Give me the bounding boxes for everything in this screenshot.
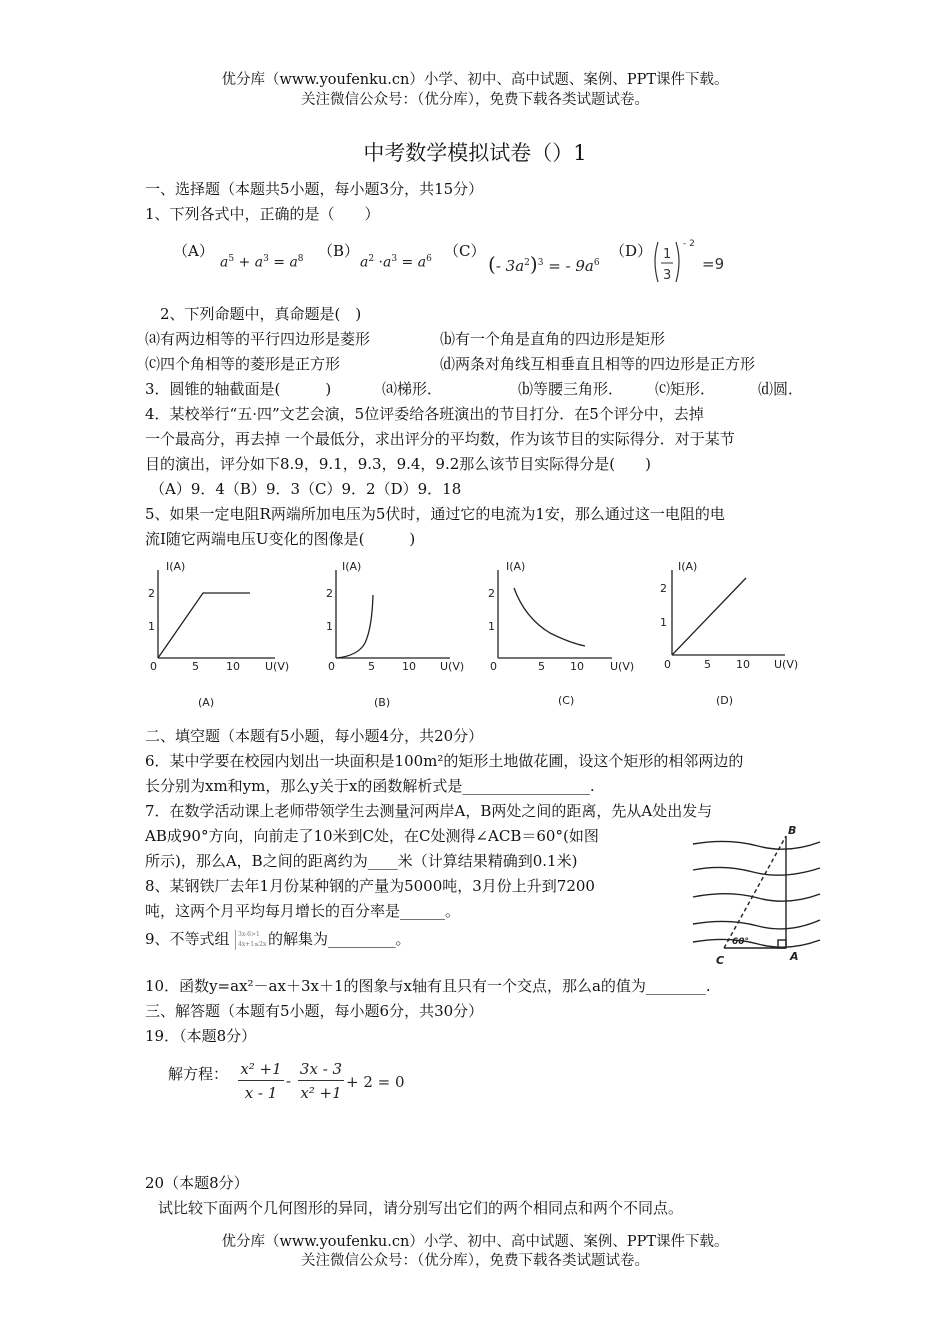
section3-heading: 三、解答题（本题有5小题，每小题6分，共30分） — [145, 1002, 484, 1020]
q1-option-b-equation: $a^2 \cdot a^3 = a^6$ — [360, 254, 432, 271]
q19-denominator-2: x² +1 — [300, 1084, 342, 1102]
q4-line-3: 目的演出，评分如下8.9，9.1，9.3，9.4，9.2那么该节目实际得分是( ) — [145, 455, 651, 473]
graph-d-tick-10: 10 — [736, 658, 750, 671]
q19-fraction-1 — [238, 1060, 284, 1102]
q7-line-3: 所示)，那么A，B之间的距离约为____米（计算结果精确到0.1米) — [145, 852, 578, 870]
q20-text: 试比较下面两个几何图形的异同，请分别写出它们的两个相同点和两个不同点。 — [158, 1199, 684, 1217]
graph-c-ylabel: I(A) — [506, 560, 526, 573]
q6-line-1: 6．某中学要在校园内划出一块面积是100m²的矩形土地做花圃，设这个矩形的相邻两边的 — [145, 752, 744, 770]
q2-option-b: ⒝有一个角是直角的四边形是矩形 — [440, 330, 666, 348]
graph-b-ylabel: I(A) — [342, 560, 362, 573]
q19-title: 19．（本题8分） — [145, 1027, 257, 1045]
graph-a-tick-0: 0 — [150, 660, 157, 673]
q5-line-2: 流I随它两端电压U变化的图像是( ) — [145, 530, 416, 548]
q20-title: 20（本题8分） — [145, 1174, 249, 1192]
graph-c-tick-2: 2 — [488, 587, 495, 600]
q4-line-1: 4．某校举行“五·四”文艺会演，5位评委给各班演出的节目打分．在5个评分中，去掉 — [145, 405, 704, 423]
q1-option-a-label: （A） — [173, 242, 214, 260]
graph-a-tick-1: 1 — [148, 620, 155, 633]
q9-prefix: 9、不等式组 — [145, 930, 230, 948]
q5-graphs — [140, 558, 830, 713]
q19-fraction-2 — [298, 1060, 344, 1102]
q1-option-d-label: （D） — [610, 242, 653, 260]
q7-river-figure — [688, 822, 823, 967]
q19-prompt: 解方程： — [168, 1065, 229, 1083]
q8-line-2: 吨，这两个月平均每月增长的百分率是______。 — [145, 902, 461, 920]
q8-line-1: 8、某钢铁厂去年1月份某种钢的产量为5000吨，3月份上升到7200 — [145, 877, 595, 895]
q19-minus: - — [286, 1072, 292, 1090]
q1-stem: 1、下列各式中，正确的是（ ） — [145, 205, 380, 223]
fig-label-b: B — [788, 824, 797, 837]
q9-inequality-1: 3x-6>1 — [238, 931, 260, 938]
q4-line-2: 一个最高分，再去掉 一个最低分，求出评分的平均数，作为该节目的实际得分．对于某节 — [145, 430, 735, 448]
q3-option-a: ⒜梯形． — [382, 380, 443, 398]
q5-line-1: 5、如果一定电阻R两端所加电压为5伏时，通过它的电流为1安，那么通过这一电阻的电 — [145, 505, 725, 523]
q19-numerator-1: x² +1 — [238, 1060, 284, 1081]
q6-line-2: 长分别为xm和ym，那么y关于x的函数解析式是_________________. — [145, 777, 595, 795]
graph-a-tick-5: 5 — [192, 660, 199, 673]
q19-numerator-2: 3x - 3 — [298, 1060, 344, 1081]
graph-c-tick-10: 10 — [570, 660, 584, 673]
header-line-2: 关注微信公众号：（优分库），免费下载各类试题试卷。 — [301, 92, 649, 108]
q3-option-c: ⒞矩形． — [655, 380, 716, 398]
graph-c-tick-5: 5 — [538, 660, 545, 673]
graph-a-ylabel: I(A) — [166, 560, 186, 573]
graph-a-caption: (A) — [198, 696, 215, 709]
graph-a-tick-2: 2 — [148, 587, 155, 600]
graph-c-tick-1: 1 — [488, 620, 495, 633]
svg-text:3: 3 — [663, 268, 672, 283]
graph-a-tick-10: 10 — [226, 660, 240, 673]
graph-d-tick-2: 2 — [660, 582, 667, 595]
q7-line-1: 7．在数学活动课上老师带领学生去测量河两岸A，B两处之间的距离，先从A处出发与 — [145, 802, 713, 820]
q1-option-a-equation: $a^5 + a^3 = a^8$ — [220, 254, 304, 271]
graph-c-xlabel: U(V) — [610, 660, 635, 673]
section2-heading: 二、填空题（本题有5小题，每小题4分，共20分） — [145, 727, 484, 745]
graph-b-tick-10: 10 — [402, 660, 416, 673]
graph-a-xlabel: U(V) — [265, 660, 290, 673]
q10-text: 10．函数y=ax²－ax＋3x＋1的图象与x轴有且只有一个交点，那么a的值为________. — [145, 977, 711, 995]
svg-text:1: 1 — [663, 247, 672, 262]
footer-line-2: 关注微信公众号：（优分库），免费下载各类试题试卷。 — [301, 1253, 649, 1269]
graph-d-tick-0: 0 — [664, 658, 671, 671]
header-line-1: 优分库（www.youfenku.cn）小学、初中、高中试题、案例、PPT课件下载。 — [221, 72, 729, 88]
q2-stem: 2、下列命题中，真命题是( ) — [160, 305, 362, 323]
q9-inequality-system — [235, 930, 266, 950]
graph-d-ylabel: I(A) — [678, 560, 698, 573]
q2-option-c: ⒞四个角相等的菱形是正方形 — [145, 355, 341, 373]
q2-option-a: ⒜有两边相等的平行四边形是菱形 — [145, 330, 371, 348]
q3-option-d: ⒟圆． — [758, 380, 804, 398]
q4-options: （A）9．4（B）9．3（C）9．2（D）9．18 — [150, 480, 462, 498]
section1-heading: 一、选择题（本题共5小题，每小题3分，共15分） — [145, 180, 484, 198]
q1-option-c-label: （C） — [444, 242, 486, 260]
graph-b-tick-1: 1 — [326, 620, 333, 633]
graph-d-caption: (D) — [716, 694, 734, 707]
page-title: 中考数学模拟试卷（）1 — [363, 141, 587, 165]
svg-text:- 2: - 2 — [683, 239, 695, 249]
graph-b-xlabel: U(V) — [440, 660, 465, 673]
graph-d-xlabel: U(V) — [774, 658, 799, 671]
graph-b-tick-5: 5 — [368, 660, 375, 673]
svg-text:=9: =9 — [702, 255, 725, 273]
q1-option-c-equation: (- $3a^2)^3$ = - $9a^6$ — [488, 252, 600, 276]
q1-option-d-equation — [650, 234, 740, 290]
footer-line-1: 优分库（www.youfenku.cn）小学、初中、高中试题、案例、PPT课件下载。 — [221, 1234, 729, 1250]
q2-option-d: ⒟两条对角线互相垂直且相等的四边形是正方形 — [440, 355, 756, 373]
q7-line-2: AB成90°方向，向前走了10米到C处，在C处测得∠ACB＝60°(如图 — [145, 827, 599, 845]
graph-b-caption: (B) — [374, 696, 391, 709]
q9-inequality-2: 4x+1≤2x — [238, 941, 267, 948]
q3-option-b: ⒝等腰三角形． — [518, 380, 624, 398]
graph-c-tick-0: 0 — [490, 660, 497, 673]
q3-stem: 3．圆锥的轴截面是( ) — [145, 380, 332, 398]
graph-d-tick-5: 5 — [704, 658, 711, 671]
graph-b-tick-2: 2 — [326, 587, 333, 600]
fig-label-angle: 60° — [732, 937, 750, 947]
q1-eq-d-text: (1/3)-2 = 9 — [650, 234, 656, 235]
fig-label-c: C — [716, 954, 725, 967]
graph-b-tick-0: 0 — [328, 660, 335, 673]
graph-d-tick-1: 1 — [660, 616, 667, 629]
q19-tail: + 2 = 0 — [346, 1073, 405, 1091]
graph-c-caption: (C) — [558, 694, 575, 707]
q9-suffix: 的解集为_________。 — [268, 930, 411, 948]
q1-option-b-label: （B） — [318, 242, 360, 260]
q19-denominator-1: x - 1 — [244, 1084, 278, 1102]
fig-label-a: A — [790, 950, 799, 963]
